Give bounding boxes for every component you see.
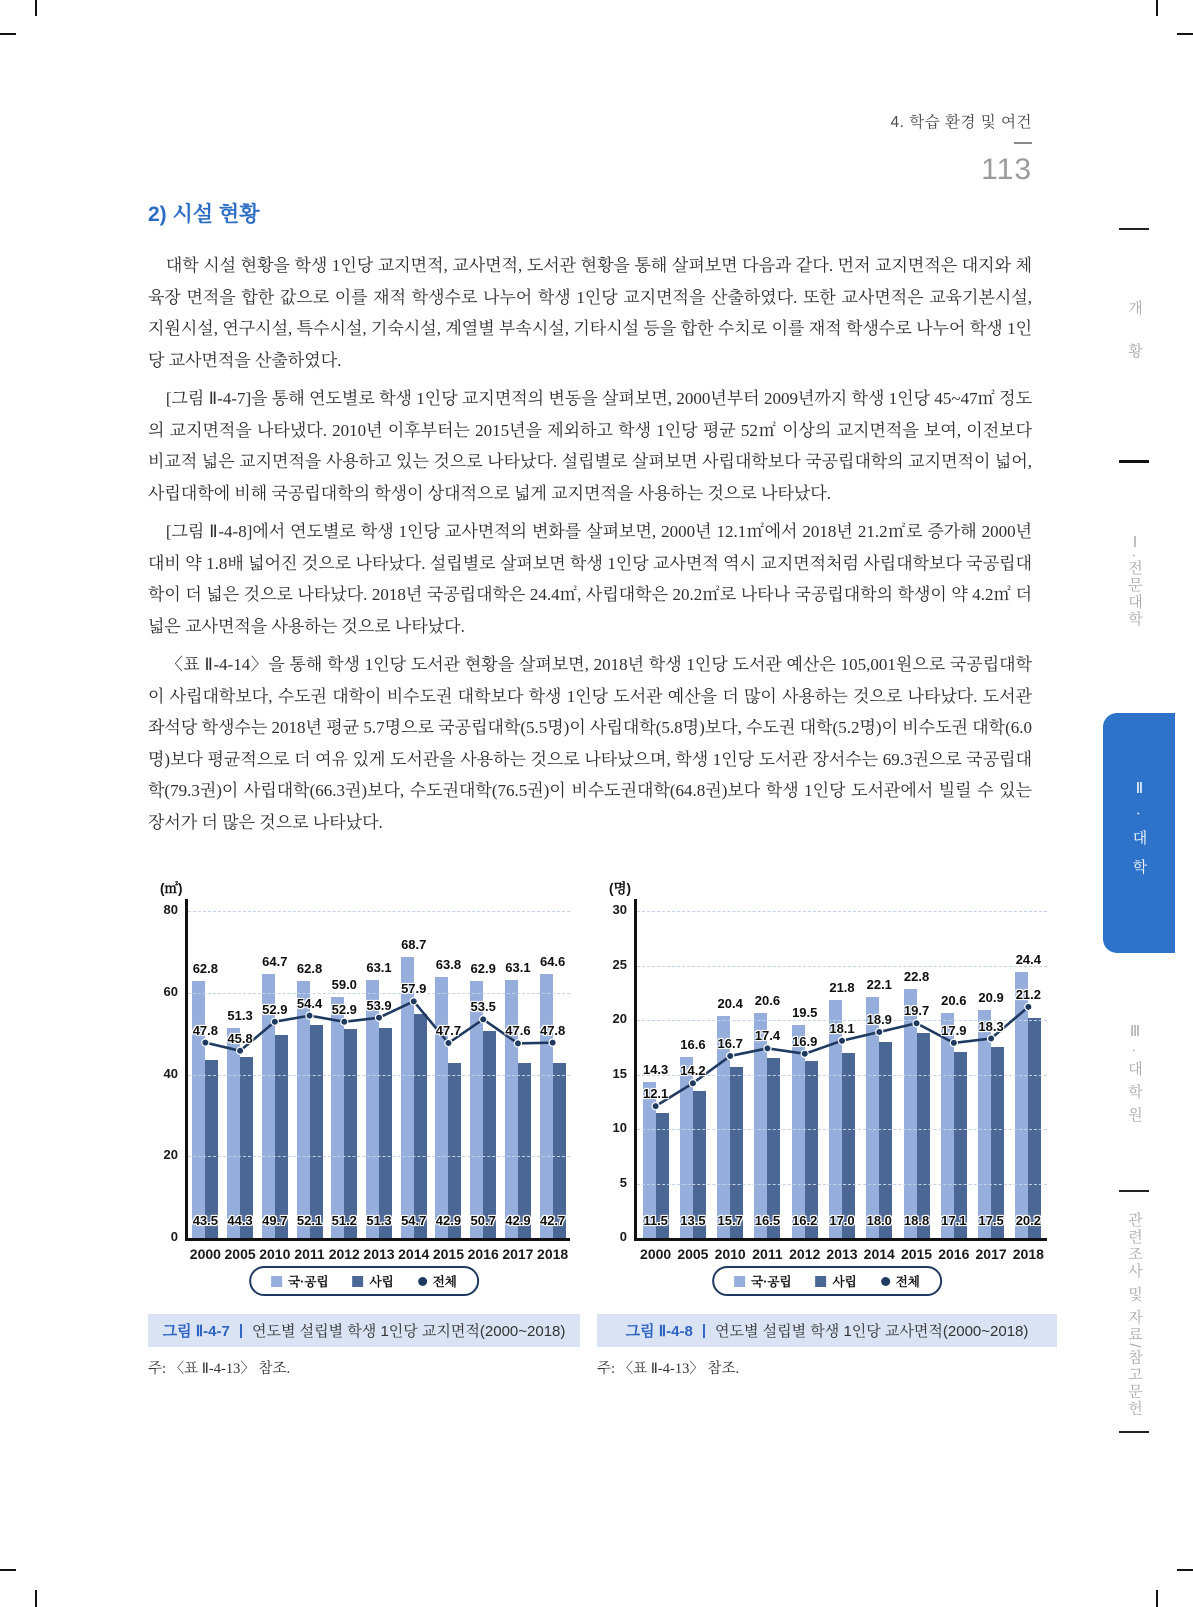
figure-caption-label: 그림 Ⅱ-4-8	[625, 1323, 693, 1340]
value-label-national-public: 59.0	[331, 976, 357, 992]
value-label-total: 54.4	[296, 995, 323, 1011]
value-label-private: 43.5	[192, 1213, 219, 1228]
value-label-total: 47.8	[539, 1022, 566, 1038]
value-label-private: 13.5	[680, 1213, 706, 1228]
line-series-total	[148, 856, 580, 1304]
y-tick-label: 80	[163, 902, 178, 917]
value-label-private: 17.5	[978, 1213, 1004, 1228]
x-tick-label: 2011	[752, 1246, 783, 1262]
value-label-total: 52.9	[262, 1001, 288, 1017]
value-label-national-public: 20.6	[754, 993, 781, 1009]
value-label-total: 14.2	[680, 1063, 706, 1079]
crop-mark	[35, 1590, 37, 1607]
page-header	[891, 110, 1032, 185]
figure-building-area	[597, 856, 1057, 1378]
value-label-national-public: 20.4	[717, 995, 743, 1011]
value-label-private: 16.2	[792, 1213, 818, 1228]
y-tick-label: 40	[163, 1065, 178, 1081]
value-label-national-public: 64.6	[539, 953, 566, 969]
sidebar-divider	[1119, 1431, 1149, 1433]
paragraph: 대학 시설 현황을 학생 1인당 교지면적, 교사면적, 도서관 현황을 통해 살펴보면 다음과 같다. 먼저 교지면적은 대지와 체육장 면적을 합한 값으로 이를 재적 학생수로 나누어 학생 1인당 교지면적을 산출하였다. 또한 교사면적은 교육기본시설, 지원시설, 연구시설, 특수시설, 기숙시설, 계열별 부속시설, 기타시설 등을 합한 수치로 이를 재적 학생수로 나누어 학생 1인당 교사면적을 산출하였다.	[148, 256, 1032, 370]
x-tick-label: 2005	[677, 1246, 709, 1262]
y-tick-label: 0	[619, 1229, 627, 1244]
value-label-national-public: 63.8	[435, 957, 462, 973]
value-label-total: 17.4	[754, 1028, 781, 1044]
y-tick-label: 20	[163, 1147, 178, 1163]
value-label-private: 42.7	[539, 1213, 566, 1228]
value-label-total: 18.1	[829, 1020, 855, 1036]
y-tick-label: 20	[612, 1011, 627, 1026]
value-label-national-public: 62.8	[296, 961, 323, 977]
legend-item: 전체	[881, 1272, 920, 1290]
x-tick-label: 2017	[975, 1246, 1007, 1262]
value-label-national-public: 22.1	[866, 977, 892, 993]
x-axis	[634, 1238, 1047, 1241]
value-label-national-public: 62.9	[470, 960, 496, 976]
value-label-total: 19.7	[903, 1003, 930, 1019]
value-label-total: 12.1	[642, 1086, 669, 1102]
crop-mark	[1177, 33, 1193, 35]
crop-mark	[0, 1569, 16, 1571]
sidebar-tab-university-active[interactable]	[1103, 713, 1175, 953]
figure-caption-label: 그림 Ⅱ-4-7	[162, 1323, 230, 1340]
x-tick-label: 2010	[714, 1246, 746, 1262]
paragraph: [그림 Ⅱ-4-8]에서 연도별로 학생 1인당 교사면적의 변화를 살펴보면, 2000년 12.1㎡에서 2018년 21.2㎡로 증가해 2000년 대비 약 1.8배 넓어진 것으로 나타났다. 설립별로 살펴보면 학생 1인당 교사면적 역시 교지면적처럼 사립대학보다 국공립대학이 더 넓은 것으로 나타났다. 2018년 국공립대학은 24.4㎡, 사립대학은 20.2㎡로 나타나 국공립대학의 학생이 약 4.2㎡ 더 넓은 교사면적을 사용하는 것으로 나타났다.	[148, 522, 1032, 636]
sidebar-divider	[1119, 228, 1149, 230]
value-label-total: 53.9	[366, 997, 392, 1013]
x-tick-label: 2014	[863, 1246, 895, 1262]
sidebar-tab-label: Ⅱ·대학	[1130, 778, 1148, 888]
header-divider	[1014, 142, 1032, 144]
figure-caption-separator: |	[701, 1322, 707, 1339]
figure-note: 주: 〈표 Ⅱ-4-13〉 참조.	[597, 1361, 740, 1377]
x-tick-label: 2018	[537, 1246, 569, 1262]
sidebar-item-overview[interactable]: 개황	[1126, 300, 1143, 386]
x-tick-label: 2005	[224, 1246, 256, 1262]
x-tick-label: 2000	[189, 1246, 221, 1262]
axis-unit-label: (명)	[609, 881, 632, 896]
sidebar-divider	[1119, 1190, 1149, 1192]
value-label-total: 47.8	[192, 1022, 219, 1038]
axis-unit-label: (㎡)	[160, 881, 183, 896]
x-tick-label: 2013	[826, 1246, 858, 1262]
value-label-total: 18.9	[866, 1011, 892, 1027]
figure-caption	[148, 1314, 580, 1347]
figure-caption-title: 연도별 설립별 학생 1인당 교지면적(2000~2018)	[252, 1323, 566, 1340]
x-tick-label: 2012	[328, 1246, 360, 1262]
value-label-total: 47.7	[435, 1023, 462, 1039]
y-tick-label: 10	[612, 1120, 627, 1135]
x-tick-label: 2011	[294, 1246, 325, 1262]
chart-land-area-per-student	[148, 856, 580, 1304]
value-label-private: 17.0	[829, 1213, 855, 1228]
value-label-private: 51.3	[366, 1213, 392, 1228]
crop-mark	[1156, 1590, 1158, 1607]
page-number: 113	[981, 153, 1032, 186]
legend-item: 국·공립	[271, 1272, 328, 1290]
x-tick-label: 2016	[938, 1246, 970, 1262]
value-label-private: 54.7	[401, 1213, 427, 1228]
value-label-private: 51.2	[331, 1213, 357, 1228]
value-label-private: 15.7	[717, 1213, 743, 1228]
x-tick-label: 2015	[900, 1246, 933, 1262]
main-content	[148, 198, 1057, 1378]
section-heading: 2) 시설 현황	[148, 203, 260, 226]
crop-mark	[1156, 0, 1158, 16]
legend-item: 국·공립	[734, 1272, 791, 1290]
value-label-national-public: 64.7	[262, 953, 288, 969]
crop-mark	[0, 33, 16, 35]
value-label-total: 21.2	[1015, 986, 1042, 1002]
y-tick-label: 15	[612, 1065, 627, 1081]
value-label-private: 17.1	[941, 1213, 967, 1228]
value-label-private: 16.5	[754, 1213, 781, 1228]
legend-item: 전체	[418, 1272, 457, 1290]
sidebar-item-graduate-school[interactable]: Ⅲ·대학원	[1126, 1022, 1143, 1130]
figure-caption	[597, 1314, 1057, 1347]
y-axis	[185, 899, 188, 1238]
y-tick-label: 30	[612, 902, 627, 917]
crop-mark	[1177, 1569, 1193, 1571]
value-label-national-public: 68.7	[401, 937, 427, 953]
value-label-national-public: 63.1	[366, 960, 392, 976]
value-label-private: 52.1	[296, 1213, 323, 1228]
running-section-title: 4. 학습 환경 및 여건	[890, 114, 1032, 131]
x-axis	[185, 1238, 570, 1241]
value-label-national-public: 63.1	[505, 960, 531, 976]
value-label-total: 18.3	[978, 1018, 1004, 1034]
y-tick-label: 0	[170, 1229, 178, 1244]
value-label-national-public: 51.3	[227, 1008, 253, 1024]
value-label-total: 17.9	[941, 1022, 967, 1038]
value-label-national-public: 14.3	[642, 1062, 669, 1078]
value-label-total: 16.7	[717, 1035, 743, 1051]
figure-caption-separator: |	[238, 1322, 244, 1339]
x-tick-label: 2010	[259, 1246, 291, 1262]
figure-note: 주: 〈표 Ⅱ-4-13〉 참조.	[148, 1361, 291, 1377]
x-tick-label: 2017	[502, 1246, 534, 1262]
value-label-private: 11.5	[643, 1213, 668, 1228]
value-label-private: 42.9	[505, 1213, 531, 1228]
sidebar-item-related-surveys-references[interactable]: 관련조사 및 자료/참고문헌	[1126, 1212, 1143, 1418]
value-label-total: 16.9	[792, 1033, 818, 1049]
legend-item: 사립	[816, 1272, 857, 1290]
value-label-private: 44.3	[227, 1213, 253, 1228]
value-label-total: 52.9	[331, 1001, 357, 1017]
value-label-national-public: 21.8	[829, 980, 855, 996]
x-tick-label: 2016	[467, 1246, 499, 1262]
paragraph: [그림 Ⅱ-4-7]을 통해 연도별로 학생 1인당 교지면적의 변동을 살펴보면, 2000년부터 2009년까지 학생 1인당 45~47㎡ 정도의 교지면적을 나타냈다. 2010년 이후부터는 2015년을 제외하고 학생 1인당 평균 52㎡ 이상의 교지면적을 보여, 이전보다 비교적 넓은 교지면적을 사용하고 있는 것으로 나타났다. 설립별로 살펴보면 사립대학보다 국공립대학의 교지면적이 넓어, 사립대학에 비해 국공립대학의 학생이 상대적으로 넓게 교지면적을 사용하는 것으로 나타났다.	[148, 389, 1032, 503]
value-label-total: 47.6	[505, 1023, 531, 1039]
x-tick-label: 2012	[789, 1246, 821, 1262]
figures-row	[148, 856, 1057, 1378]
value-label-private: 49.7	[262, 1213, 288, 1228]
y-tick-label: 5	[619, 1174, 627, 1190]
value-label-total: 57.9	[401, 981, 427, 997]
legend-item: 사립	[353, 1272, 394, 1290]
y-axis	[634, 899, 637, 1238]
x-tick-label: 2015	[432, 1246, 465, 1262]
value-label-national-public: 20.6	[941, 993, 967, 1009]
value-label-private: 18.0	[866, 1213, 892, 1228]
figure-caption-title: 연도별 설립별 학생 1인당 교사면적(2000~2018)	[715, 1323, 1029, 1340]
value-label-private: 18.8	[903, 1213, 930, 1228]
x-tick-label: 2018	[1012, 1246, 1044, 1262]
y-tick-label: 60	[163, 983, 178, 999]
body-text	[148, 250, 1032, 838]
x-tick-label: 2000	[640, 1246, 672, 1262]
value-label-national-public: 19.5	[792, 1005, 818, 1021]
value-label-national-public: 20.9	[978, 990, 1004, 1006]
value-label-private: 42.9	[435, 1213, 462, 1228]
value-label-private: 50.7	[470, 1213, 496, 1228]
value-label-total: 45.8	[227, 1030, 253, 1046]
value-label-national-public: 24.4	[1015, 952, 1042, 968]
value-label-national-public: 62.8	[192, 961, 219, 977]
value-label-national-public: 16.6	[680, 1037, 706, 1053]
value-label-total: 53.5	[470, 999, 496, 1015]
sidebar-item-junior-college[interactable]: Ⅰ·전문대학	[1126, 533, 1143, 628]
sidebar-divider	[1119, 460, 1149, 463]
crop-mark	[35, 0, 37, 16]
x-tick-label: 2013	[363, 1246, 395, 1262]
y-tick-label: 25	[612, 956, 627, 972]
line-series-total	[597, 856, 1057, 1304]
value-label-private: 20.2	[1015, 1213, 1042, 1228]
paragraph: 〈표 Ⅱ-4-14〉을 통해 학생 1인당 도서관 현황을 살펴보면, 2018년 학생 1인당 도서관 예산은 105,001원으로 국공립대학이 사립대학보다, 수도권 대학이 비수도권 대학보다 학생 1인당 도서관 예산을 더 많이 사용하는 것으로 나타났다. 도서관 좌석당 학생수는 2018년 평균 5.7명으로 국공립대학(5.5명)이 사립대학(5.8명)보다, 수도권 대학(5.2명)이 비수도권 대학(6.0명)보다 평균적으로 더 여유 있게 도서관을 사용하는 것으로 나타났으며, 학생 1인당 도서관 장서수는 69.3권으로 국공립대학(79.3권)이 사립대학(66.3권)보다, 수도권대학(76.5권)이 비수도권대학(64.8권)보다 학생 1인당 도서관에서 빌릴 수 있는 장서가 더 많은 것으로 나타났다.	[148, 655, 1032, 832]
chart-building-area-per-student	[597, 856, 1057, 1304]
x-tick-label: 2014	[398, 1246, 430, 1262]
value-label-national-public: 22.8	[903, 969, 930, 985]
figure-land-area	[148, 856, 580, 1378]
